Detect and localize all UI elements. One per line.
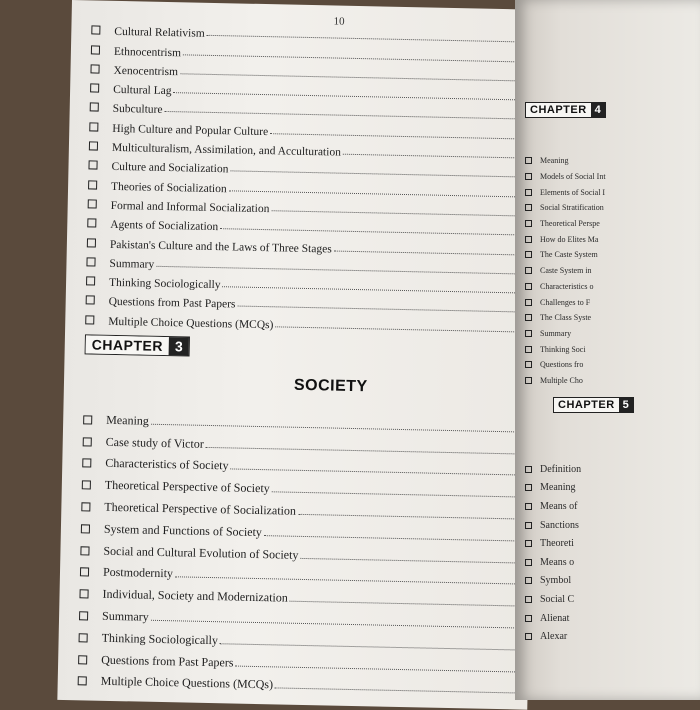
toc-entry — [525, 200, 700, 216]
chapter3-title: SOCIETY — [293, 376, 368, 396]
toc-entry-label: System and Functions of Society — [103, 521, 263, 539]
toc-entry-label: Postmodernity — [102, 565, 174, 581]
toc-entry — [525, 153, 700, 169]
checkbox-bullet-icon — [525, 251, 532, 258]
checkbox-bullet-icon — [525, 522, 532, 529]
chapter5-toc — [525, 460, 700, 646]
dot-leader — [343, 153, 534, 159]
toc-entry-label: Theoretical Perspective of Socialization — [104, 499, 297, 518]
checkbox-bullet-icon — [79, 589, 88, 598]
toc-entry-label: Cultural Lag — [112, 84, 172, 98]
toc-entry-label: Theoretical Perspe — [540, 219, 600, 229]
checkbox-bullet-icon — [79, 611, 88, 620]
checkbox-bullet-icon — [83, 415, 92, 424]
toc-entry — [525, 294, 700, 310]
chapter-badge-word: CHAPTER — [554, 398, 619, 412]
toc-entry-label: Meaning — [106, 412, 150, 428]
toc-entry-label: Challenges to F — [540, 297, 591, 307]
toc-entry — [525, 373, 700, 389]
toc-entry-label: Sanctions — [540, 519, 579, 531]
chapter4-toc — [525, 153, 700, 388]
toc-entry — [525, 357, 700, 373]
left-page — [57, 0, 542, 710]
checkbox-bullet-icon — [83, 437, 92, 446]
toc-entry — [525, 279, 700, 295]
checkbox-bullet-icon — [525, 220, 532, 227]
chapter-badge-number: 5 — [619, 398, 633, 412]
toc-entry-label: Caste System in — [540, 266, 592, 276]
checkbox-bullet-icon — [81, 502, 90, 511]
checkbox-bullet-icon — [525, 283, 532, 290]
toc-entry-label: Characteristics o — [540, 281, 594, 291]
checkbox-bullet-icon — [525, 466, 532, 473]
checkbox-bullet-icon — [525, 484, 532, 491]
toc-entry-label: High Culture and Popular Culture — [112, 122, 269, 138]
toc-entry-label: Theoreti — [540, 538, 574, 550]
checkbox-bullet-icon — [525, 267, 532, 274]
toc-entry-label: Elements of Social I — [540, 187, 606, 197]
checkbox-bullet-icon — [85, 315, 94, 324]
checkbox-bullet-icon — [91, 45, 100, 54]
checkbox-bullet-icon — [525, 299, 532, 306]
toc-entry-label: The Class Syste — [540, 313, 592, 323]
toc-entry-label: Cultural Relativism — [114, 26, 205, 41]
toc-entry-label: Summary — [540, 328, 572, 338]
toc-entry-label: Culture and Socialization — [111, 161, 229, 176]
dot-leader — [275, 687, 523, 694]
checkbox-bullet-icon — [78, 655, 87, 664]
chapter3-badge — [85, 334, 190, 356]
checkbox-bullet-icon — [89, 122, 98, 131]
checkbox-bullet-icon — [525, 330, 532, 337]
checkbox-bullet-icon — [89, 141, 98, 150]
checkbox-bullet-icon — [525, 615, 532, 622]
chapter-badge-number: 4 — [591, 103, 605, 117]
toc-entry-label: Characteristics of Society — [105, 456, 229, 473]
toc-entry-label: Thinking Sociologically — [101, 630, 219, 647]
checkbox-bullet-icon — [525, 173, 532, 180]
toc-entry — [525, 263, 700, 279]
chapter-badge-word: CHAPTER — [86, 335, 170, 355]
toc-entry-label: Thinking Sociologically — [108, 276, 221, 292]
checkbox-bullet-icon — [86, 277, 95, 286]
checkbox-bullet-icon — [525, 377, 532, 384]
toc-entry-label: Multiple Choice Questions (MCQs) — [108, 315, 274, 332]
toc-entry-label: Agents of Socialization — [110, 219, 219, 234]
toc-entry-label: Theoretical Perspective of Society — [104, 477, 270, 496]
toc-entry-label: Meaning — [540, 482, 576, 494]
toc-entry-label: Theories of Socialization — [110, 180, 227, 195]
toc-entry — [525, 184, 700, 200]
checkbox-bullet-icon — [88, 180, 97, 189]
checkbox-bullet-icon — [525, 503, 532, 510]
toc-entry — [525, 497, 700, 516]
toc-entry-label: Multiculturalism, Assimilation, and Acculturation — [111, 141, 342, 159]
chapter4-badge — [525, 102, 606, 118]
chapter5-badge — [553, 397, 634, 413]
checkbox-bullet-icon — [90, 84, 99, 93]
chapter2-toc — [85, 18, 536, 336]
checkbox-bullet-icon — [525, 189, 532, 196]
checkbox-bullet-icon — [525, 540, 532, 547]
checkbox-bullet-icon — [525, 577, 532, 584]
checkbox-bullet-icon — [82, 481, 91, 490]
toc-entry-label: Questions from Past Papers — [108, 296, 236, 311]
checkbox-bullet-icon — [525, 157, 532, 164]
toc-entry-label: Symbol — [540, 575, 572, 587]
toc-entry-label: Social Stratification — [540, 203, 604, 213]
page-number: 10 — [333, 15, 345, 28]
checkbox-bullet-icon — [90, 64, 99, 73]
checkbox-bullet-icon — [86, 257, 95, 266]
toc-entry-label: Alexar — [540, 631, 568, 643]
toc-entry — [525, 479, 700, 498]
checkbox-bullet-icon — [91, 26, 100, 35]
checkbox-bullet-icon — [525, 346, 532, 353]
chapter-badge-word: CHAPTER — [526, 103, 591, 117]
toc-entry — [525, 216, 700, 232]
checkbox-bullet-icon — [525, 596, 532, 603]
toc-entry-label: Xenocentrism — [113, 64, 179, 79]
checkbox-bullet-icon — [88, 161, 97, 170]
checkbox-bullet-icon — [80, 546, 89, 555]
checkbox-bullet-icon — [525, 314, 532, 321]
dot-leader — [275, 325, 530, 332]
checkbox-bullet-icon — [87, 219, 96, 228]
toc-entry-label: Summary — [101, 608, 149, 624]
toc-entry-label: Formal and Informal Socialization — [110, 199, 270, 216]
toc-entry — [525, 534, 700, 553]
toc-entry-label: Summary — [109, 257, 155, 271]
toc-entry-label: Ethnocentrism — [113, 45, 182, 59]
toc-entry-label: Thinking Soci — [540, 344, 586, 354]
checkbox-bullet-icon — [90, 103, 99, 112]
toc-entry-label: Definition — [540, 463, 582, 475]
toc-entry — [525, 326, 700, 342]
toc-entry-label: Meaning — [540, 156, 569, 166]
checkbox-bullet-icon — [82, 459, 91, 468]
toc-entry — [525, 553, 700, 572]
toc-entry — [525, 247, 700, 263]
toc-entry-label: Questions fro — [540, 360, 584, 370]
right-page — [515, 0, 700, 700]
checkbox-bullet-icon — [88, 199, 97, 208]
toc-entry-label: Questions from Past Papers — [101, 652, 234, 670]
checkbox-bullet-icon — [81, 524, 90, 533]
checkbox-bullet-icon — [78, 677, 87, 686]
chapter3-toc — [78, 405, 529, 698]
checkbox-bullet-icon — [79, 633, 88, 642]
toc-entry — [525, 627, 700, 646]
toc-entry-label: Alienat — [540, 612, 570, 624]
checkbox-bullet-icon — [525, 204, 532, 211]
toc-entry — [525, 590, 700, 609]
checkbox-bullet-icon — [525, 633, 532, 640]
toc-entry — [525, 341, 700, 357]
toc-entry-label: Social and Cultural Evolution of Society — [103, 543, 299, 562]
toc-entry-label: Means of — [540, 500, 578, 512]
toc-entry-label: Multiple Cho — [540, 375, 583, 385]
toc-entry — [525, 609, 700, 628]
checkbox-bullet-icon — [525, 236, 532, 243]
toc-entry-label: Individual, Society and Modernization — [102, 586, 288, 605]
toc-entry — [525, 460, 700, 479]
toc-entry-label: Case study of Victor — [105, 434, 204, 451]
toc-entry-label: The Caste System — [540, 250, 598, 260]
toc-entry-label: Social C — [540, 593, 575, 605]
checkbox-bullet-icon — [525, 361, 532, 368]
toc-entry — [525, 169, 700, 185]
checkbox-bullet-icon — [80, 568, 89, 577]
toc-entry-label: Means o — [540, 556, 575, 568]
toc-entry-label: How do Elites Ma — [540, 234, 599, 244]
toc-entry — [525, 231, 700, 247]
checkbox-bullet-icon — [87, 238, 96, 247]
toc-entry-label: Models of Social Int — [540, 172, 606, 182]
toc-entry — [525, 516, 700, 535]
dot-leader — [334, 249, 532, 255]
toc-entry-label: Pakistan's Culture and the Laws of Three Stages — [109, 238, 332, 256]
chapter-badge-number: 3 — [169, 337, 189, 355]
dot-leader — [300, 556, 525, 563]
checkbox-bullet-icon — [86, 296, 95, 305]
checkbox-bullet-icon — [525, 559, 532, 566]
toc-entry — [525, 572, 700, 591]
toc-entry-label: Multiple Choice Questions (MCQs) — [100, 674, 274, 692]
toc-entry-label: Subculture — [112, 103, 163, 117]
toc-entry — [525, 310, 700, 326]
